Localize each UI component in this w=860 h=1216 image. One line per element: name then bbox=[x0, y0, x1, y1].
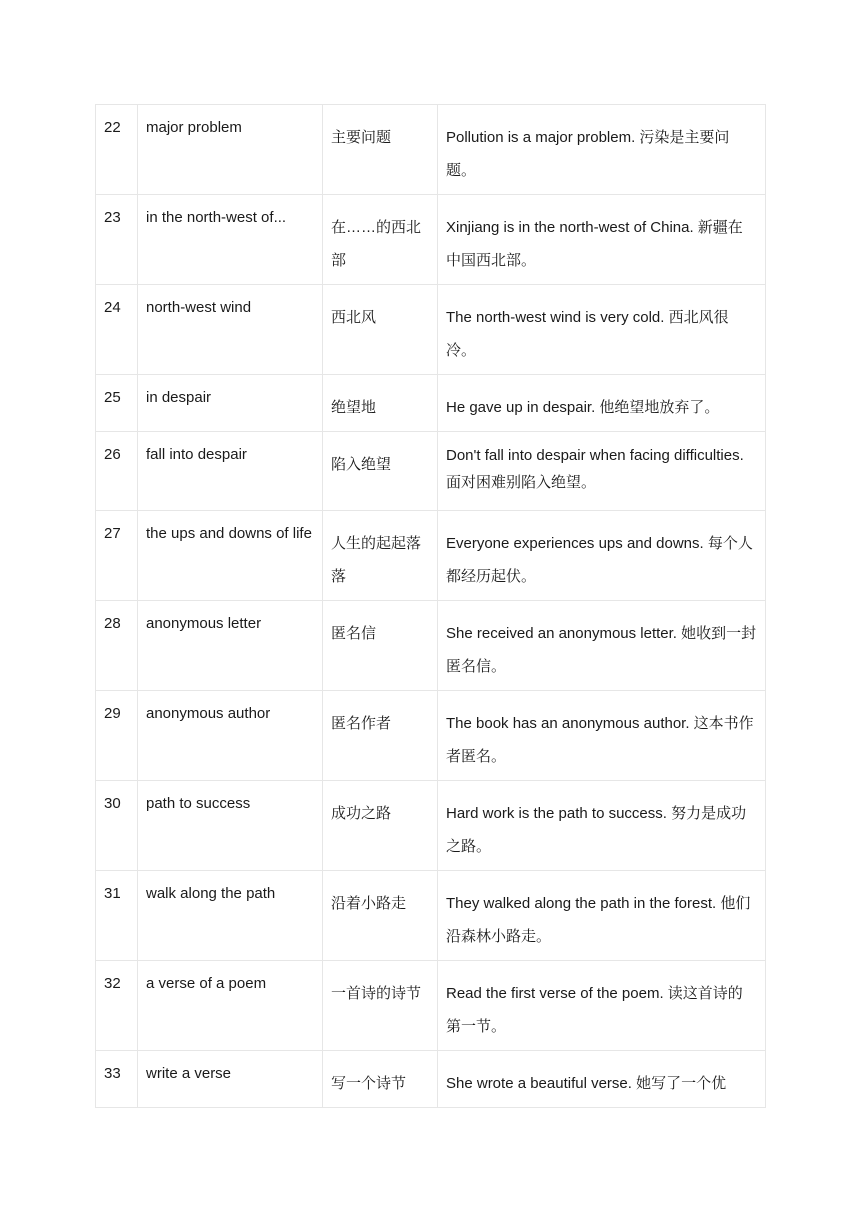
table-row bbox=[96, 961, 766, 1051]
chinese-meaning: 沿着小路走 bbox=[323, 871, 438, 961]
row-number: 22 bbox=[96, 105, 138, 195]
table-row bbox=[96, 601, 766, 691]
example-sentence: Everyone experiences ups and downs. 每个人都经历起伏。 bbox=[438, 511, 766, 601]
example-sentence: Hard work is the path to success. 努力是成功之路。 bbox=[438, 781, 766, 871]
row-number: 32 bbox=[96, 961, 138, 1051]
table-row bbox=[96, 691, 766, 781]
row-number: 27 bbox=[96, 511, 138, 601]
chinese-meaning: 人生的起起落落 bbox=[323, 511, 438, 601]
english-phrase: anonymous author bbox=[138, 691, 323, 781]
english-phrase: north-west wind bbox=[138, 285, 323, 375]
table-row bbox=[96, 1051, 766, 1108]
english-phrase: path to success bbox=[138, 781, 323, 871]
row-number: 33 bbox=[96, 1051, 138, 1108]
table-row bbox=[96, 285, 766, 375]
chinese-meaning: 西北风 bbox=[323, 285, 438, 375]
example-sentence: Xinjiang is in the north-west of China. 新疆在中国西北部。 bbox=[438, 195, 766, 285]
chinese-meaning: 写一个诗节 bbox=[323, 1051, 438, 1108]
example-sentence: The book has an anonymous author. 这本书作者匿名。 bbox=[438, 691, 766, 781]
example-sentence: Read the first verse of the poem. 读这首诗的第一节。 bbox=[438, 961, 766, 1051]
table-row bbox=[96, 105, 766, 195]
english-phrase: a verse of a poem bbox=[138, 961, 323, 1051]
english-phrase: fall into despair bbox=[138, 432, 323, 511]
chinese-meaning: 在……的西北部 bbox=[323, 195, 438, 285]
table-row bbox=[96, 375, 766, 432]
vocabulary-table bbox=[95, 104, 766, 1108]
row-number: 25 bbox=[96, 375, 138, 432]
chinese-meaning: 一首诗的诗节 bbox=[323, 961, 438, 1051]
example-sentence: Don't fall into despair when facing difficulties. 面对困难别陷入绝望。 bbox=[438, 432, 766, 511]
row-number: 31 bbox=[96, 871, 138, 961]
chinese-meaning: 匿名信 bbox=[323, 601, 438, 691]
table-row bbox=[96, 781, 766, 871]
example-sentence: They walked along the path in the forest. 他们沿森林小路走。 bbox=[438, 871, 766, 961]
vocabulary-page bbox=[95, 104, 765, 1108]
chinese-meaning: 绝望地 bbox=[323, 375, 438, 432]
chinese-meaning: 陷入绝望 bbox=[323, 432, 438, 511]
chinese-meaning: 主要问题 bbox=[323, 105, 438, 195]
row-number: 26 bbox=[96, 432, 138, 511]
row-number: 30 bbox=[96, 781, 138, 871]
chinese-meaning: 成功之路 bbox=[323, 781, 438, 871]
row-number: 24 bbox=[96, 285, 138, 375]
example-sentence: She wrote a beautiful verse. 她写了一个优 bbox=[438, 1051, 766, 1108]
english-phrase: in the north-west of... bbox=[138, 195, 323, 285]
table-row bbox=[96, 871, 766, 961]
english-phrase: the ups and downs of life bbox=[138, 511, 323, 601]
example-sentence: He gave up in despair. 他绝望地放弃了。 bbox=[438, 375, 766, 432]
example-sentence: She received an anonymous letter. 她收到一封匿名信。 bbox=[438, 601, 766, 691]
example-sentence: The north-west wind is very cold. 西北风很冷。 bbox=[438, 285, 766, 375]
english-phrase: major problem bbox=[138, 105, 323, 195]
chinese-meaning: 匿名作者 bbox=[323, 691, 438, 781]
english-phrase: anonymous letter bbox=[138, 601, 323, 691]
table-row bbox=[96, 432, 766, 511]
example-sentence: Pollution is a major problem. 污染是主要问题。 bbox=[438, 105, 766, 195]
english-phrase: in despair bbox=[138, 375, 323, 432]
table-row bbox=[96, 511, 766, 601]
row-number: 23 bbox=[96, 195, 138, 285]
english-phrase: write a verse bbox=[138, 1051, 323, 1108]
row-number: 29 bbox=[96, 691, 138, 781]
row-number: 28 bbox=[96, 601, 138, 691]
table-row bbox=[96, 195, 766, 285]
english-phrase: walk along the path bbox=[138, 871, 323, 961]
